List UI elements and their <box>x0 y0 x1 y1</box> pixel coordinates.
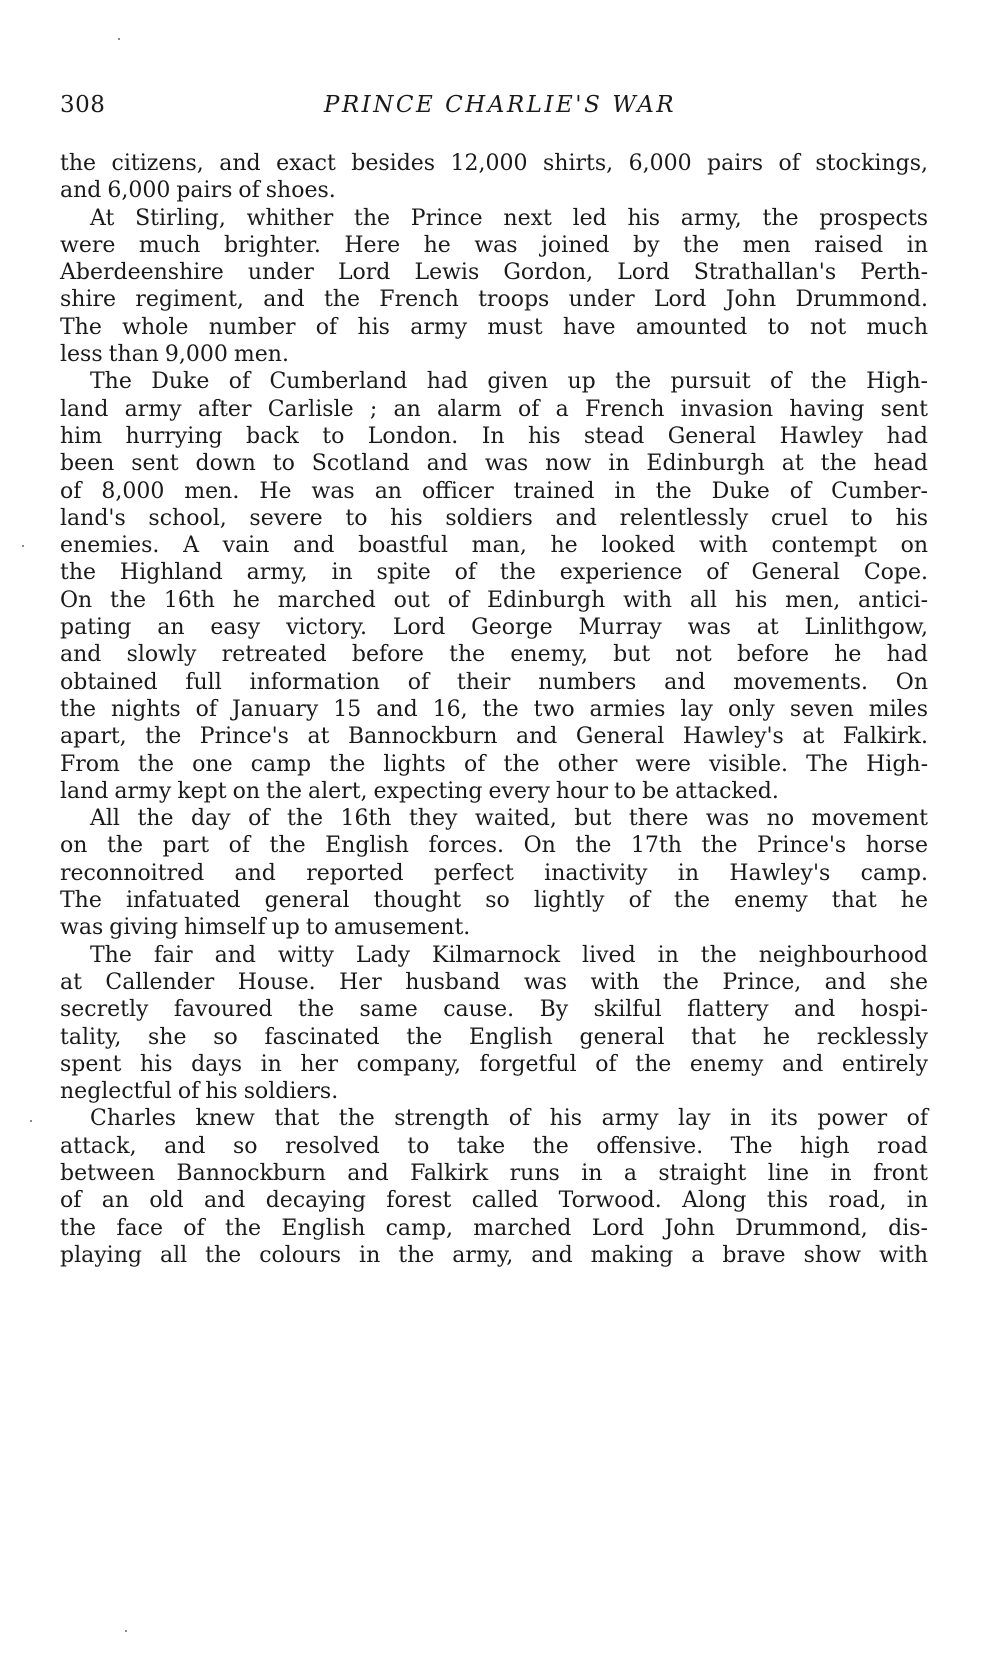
scan-speck <box>30 1120 32 1122</box>
text-line: between Bannockburn and Falkirk runs in a straight line in front <box>60 1160 928 1186</box>
text-line: From the one camp the lights of the other were visible. The High- <box>60 751 928 777</box>
text-line: land's school, severe to his soldiers and relentlessly cruel to his <box>60 505 928 531</box>
text-line: land army kept on the alert, expecting every hour to be attacked. <box>60 778 779 804</box>
text-line: spent his days in her company, forgetful of the enemy and entirely <box>60 1051 928 1077</box>
text-line: obtained full information of their numbers and movements. On <box>60 669 928 695</box>
text-line: secretly favoured the same cause. By skilful flattery and hospi- <box>60 997 928 1023</box>
text-line: less than 9,000 men. <box>60 342 289 368</box>
text-line: and 6,000 pairs of shoes. <box>60 178 336 204</box>
text-line: the citizens, and exact besides 12,000 shirts, 6,000 pairs of stockings, <box>60 151 928 176</box>
paragraph <box>60 1105 928 1269</box>
text-line: were much brighter. Here he was joined by the men raised in <box>60 232 928 258</box>
text-line: playing all the colours in the army, and making a brave show with <box>60 1242 928 1268</box>
text-line: enemies. A vain and boastful man, he looked with contempt on <box>60 533 928 559</box>
text-line: reconnoitred and reported perfect inactivity in Hawley's camp. <box>60 860 928 886</box>
paragraph <box>60 205 928 369</box>
text-line: pating an easy victory. Lord George Murray was at Linlithgow, <box>60 615 928 641</box>
text-line: and slowly retreated before the enemy, but not before he had <box>60 642 928 668</box>
text-line: Charles knew that the strength of his army lay in its power of <box>90 1106 928 1132</box>
text-line: of 8,000 men. He was an officer trained in the Duke of Cumber- <box>60 478 928 504</box>
text-line: of an old and decaying forest called Torwood. Along this road, in <box>60 1188 928 1214</box>
text-line: him hurrying back to London. In his stead General Hawley had <box>60 423 928 449</box>
running-head <box>60 92 940 132</box>
text-line: On the 16th he marched out of Edinburgh with all his men, antici- <box>60 587 928 613</box>
paragraph <box>60 805 928 941</box>
text-line: been sent down to Scotland and was now in Edinburgh at the head <box>60 451 928 477</box>
text-line: shire regiment, and the French troops under Lord John Drummond. <box>60 287 928 313</box>
scan-speck <box>125 1630 127 1632</box>
running-title: PRINCE CHARLIE'S WAR <box>323 92 677 118</box>
paragraph <box>60 150 928 205</box>
text-line: was giving himself up to amusement. <box>60 915 471 941</box>
text-line: the face of the English camp, marched Lord John Drummond, dis- <box>60 1215 928 1241</box>
text-line: Aberdeenshire under Lord Lewis Gordon, Lord Strathallan's Perth- <box>60 260 928 286</box>
scan-speck <box>118 38 120 40</box>
paragraph <box>60 942 928 1106</box>
text-line: The Duke of Cumberland had given up the pursuit of the High- <box>90 369 928 395</box>
text-line: the Highland army, in spite of the experience of General Cope. <box>60 560 928 586</box>
text-line: tality, she so fascinated the English general that he recklessly <box>60 1024 928 1050</box>
text-line: apart, the Prince's at Bannockburn and General Hawley's at Falkirk. <box>60 724 928 750</box>
text-line: The whole number of his army must have amounted to not much <box>60 314 928 340</box>
text-line: All the day of the 16th they waited, but there was no movement <box>90 806 928 832</box>
text-line: neglectful of his soldiers. <box>60 1079 339 1105</box>
text-line: The fair and witty Lady Kilmarnock lived in the neighbourhood <box>90 942 928 968</box>
text-line: attack, and so resolved to take the offensive. The high road <box>60 1133 928 1159</box>
text-line: land army after Carlisle ; an alarm of a French invasion having sent <box>60 396 928 422</box>
text-line: At Stirling, whither the Prince next led his army, the prospects <box>90 205 928 231</box>
text-line: at Callender House. Her husband was with the Prince, and she <box>60 969 928 995</box>
paragraph <box>60 368 928 805</box>
text-line: on the part of the English forces. On the 17th the Prince's horse <box>60 833 928 859</box>
scan-speck <box>22 545 24 547</box>
text-line: the nights of January 15 and 16, the two armies lay only seven miles <box>60 696 928 722</box>
page-number: 308 <box>60 92 106 118</box>
text-line: The infatuated general thought so lightly of the enemy that he <box>60 888 928 914</box>
body-text <box>60 150 928 1269</box>
